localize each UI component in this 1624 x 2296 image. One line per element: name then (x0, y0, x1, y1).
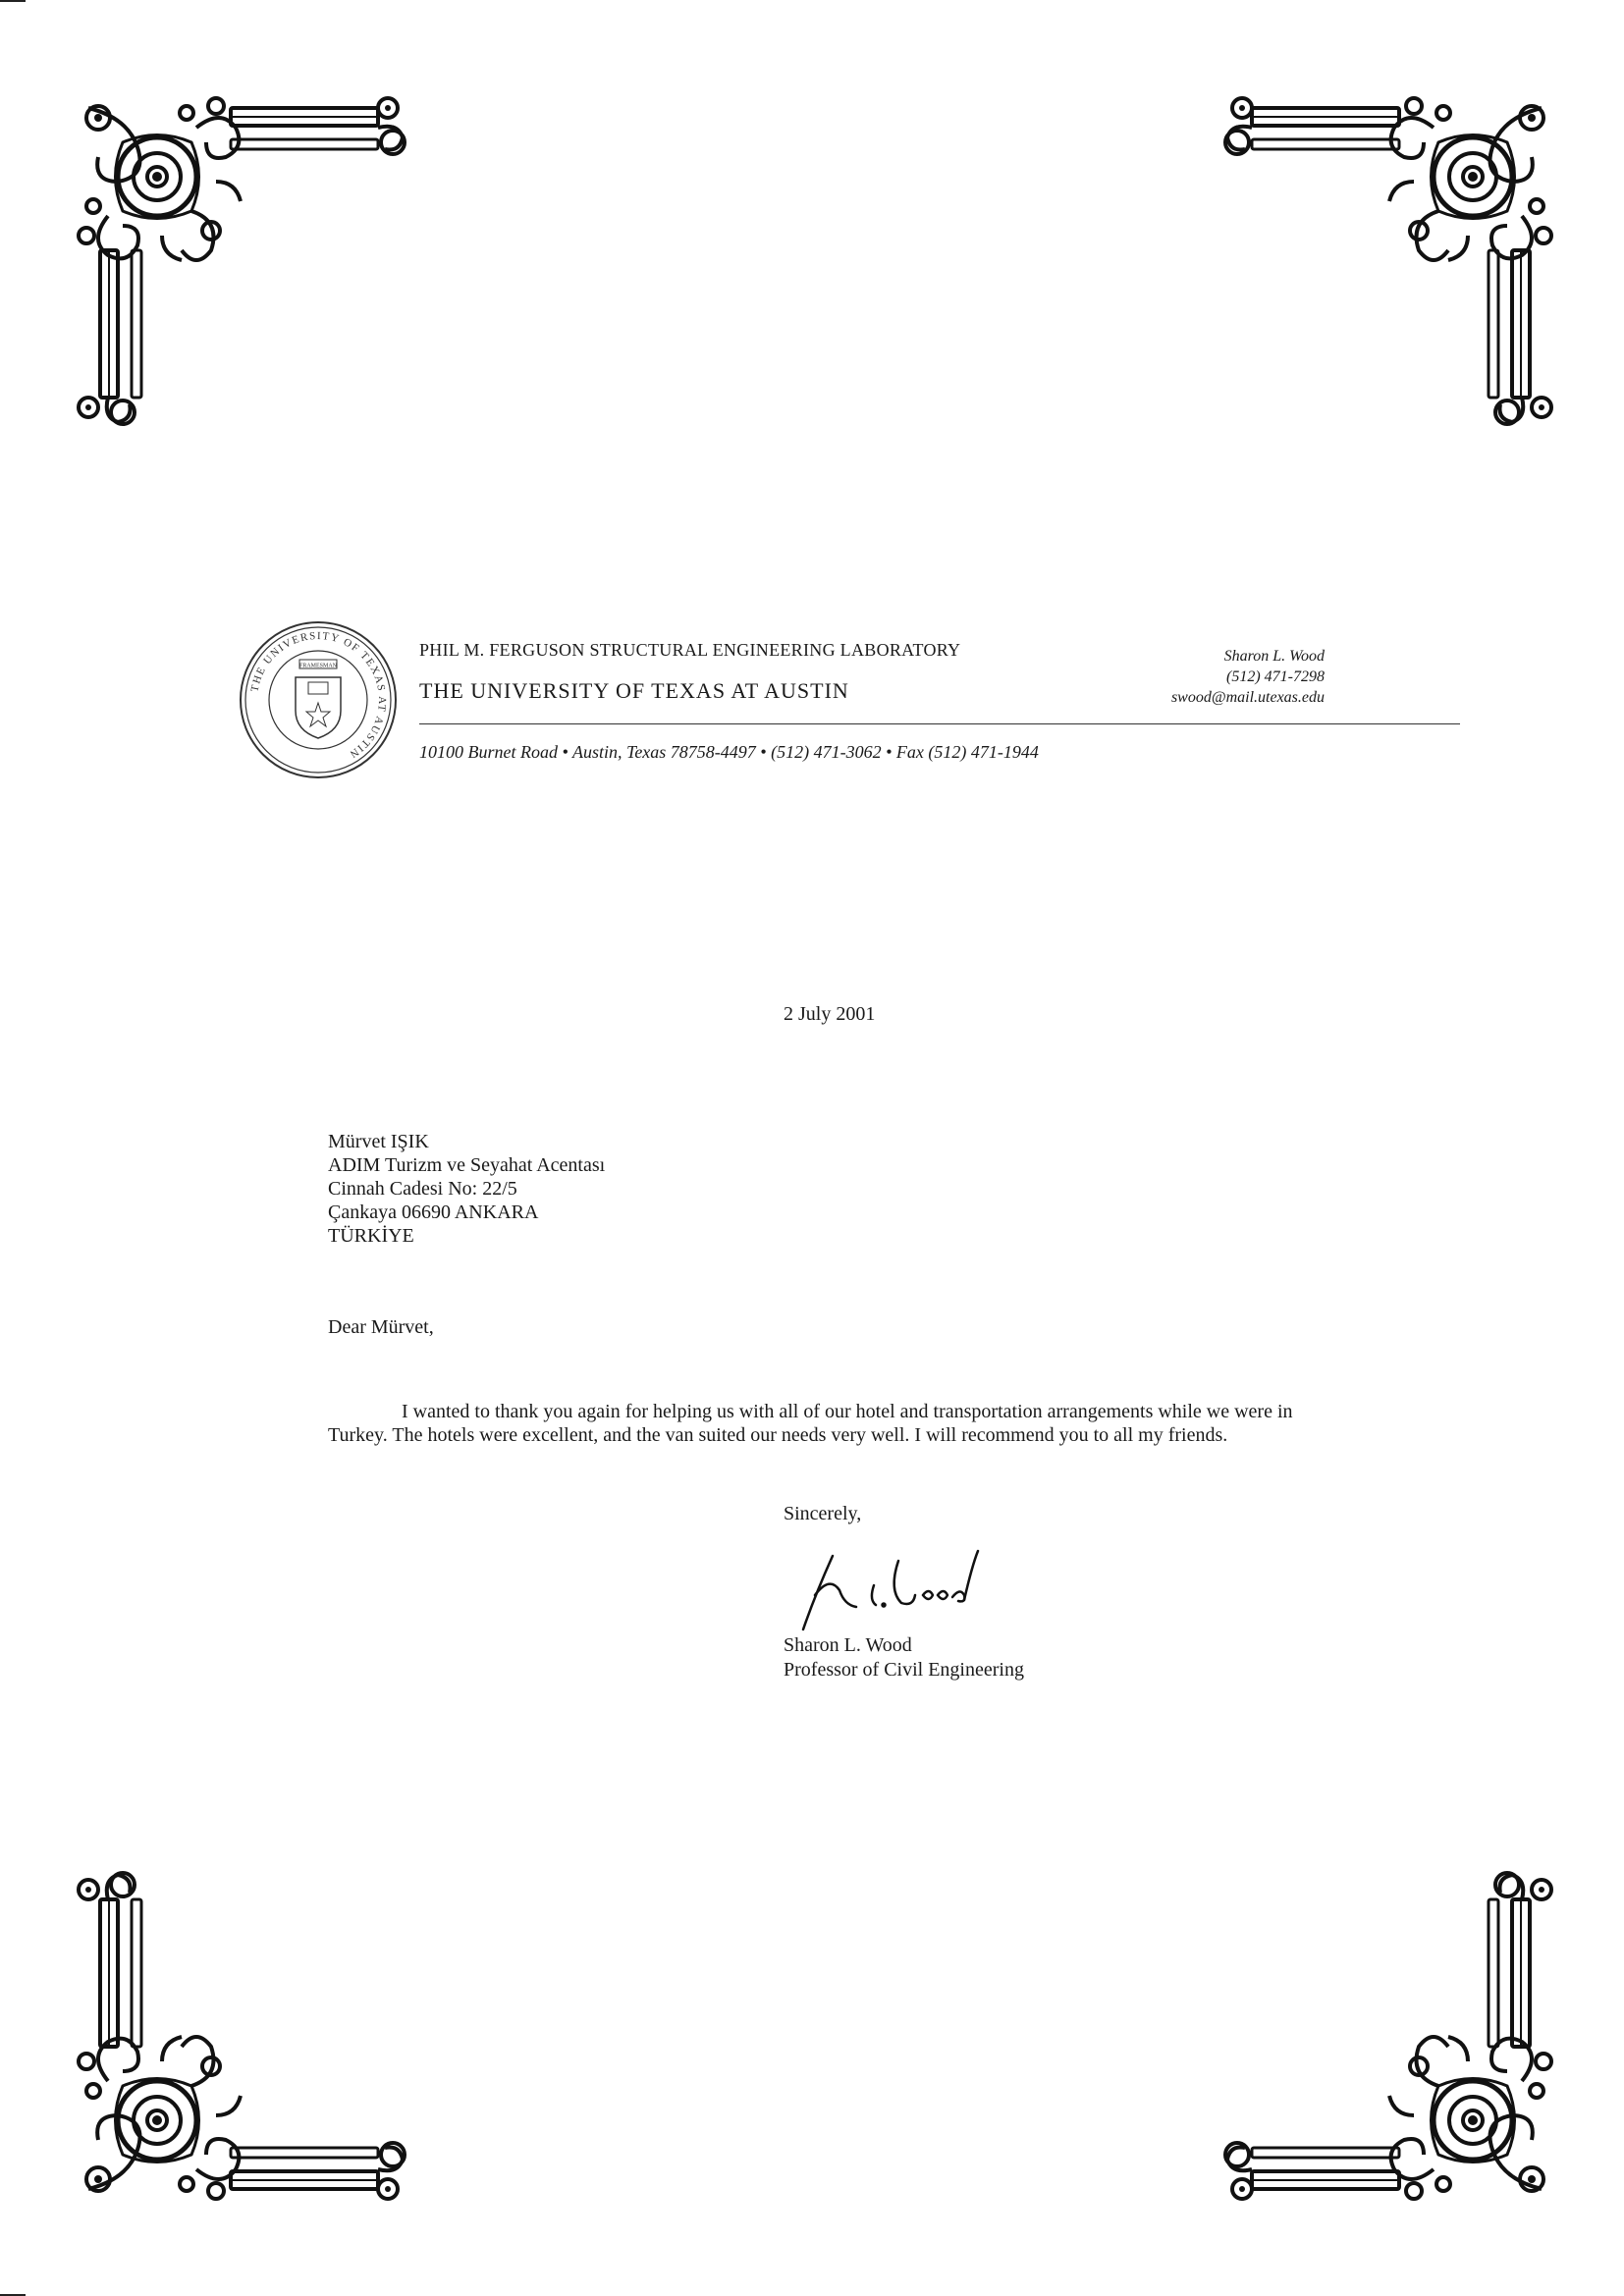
body-paragraph: I wanted to thank you again for helping us with all of our hotel and transportation arrangements while we were in Turkey. The hotels were excellent, and the van suited our needs very well. I will recommend you to all my friends. (328, 1401, 1293, 1446)
sender-title: Professor of Civil Engineering (784, 1659, 1024, 1681)
salutation: Dear Mürvet, (328, 1316, 434, 1338)
letter-date: 2 July 2001 (784, 1003, 876, 1025)
letterhead-divider (419, 723, 1460, 724)
letterhead-contact (1171, 646, 1325, 708)
recipient-city: Çankaya 06690 ANKARA (328, 1201, 539, 1223)
recipient-company: ADIM Turizm ve Seyahat Acentası (328, 1154, 606, 1176)
contact-email: swood@mail.utexas.edu (1170, 689, 1325, 706)
page-top-mark (0, 0, 26, 2)
corner-ornament-top-right (1188, 88, 1561, 442)
letterhead-address: 10100 Burnet Road • Austin, Texas 78758-4497 • (512) 471-3062 • Fax (512) 471-1944 (419, 742, 1039, 762)
sender-name: Sharon L. Wood (784, 1634, 912, 1656)
recipient-country: TÜRKİYE (328, 1225, 414, 1247)
recipient-address-block (328, 1130, 605, 1248)
recipient-name: Mürvet IŞIK (328, 1131, 429, 1152)
letter-body (328, 1400, 1300, 1447)
corner-ornament-bottom-left (69, 1855, 442, 2209)
recipient-street: Cinnah Cadesi No: 22/5 (328, 1178, 517, 1200)
university-name: THE UNIVERSITY OF TEXAS AT AUSTIN (419, 678, 849, 703)
university-seal (239, 620, 398, 779)
corner-ornament-bottom-right (1188, 1855, 1561, 2209)
svg-text:FRAMESMAN: FRAMESMAN (298, 663, 338, 669)
contact-name: Sharon L. Wood (1223, 648, 1325, 665)
contact-phone: (512) 471-7298 (1226, 668, 1325, 685)
corner-ornament-top-left (69, 88, 442, 442)
laboratory-name: PHIL M. FERGUSON STRUCTURAL ENGINEERING LABORATORY (419, 640, 961, 660)
svg-text:THE UNIVERSITY OF TEXAS AT AUS: THE UNIVERSITY OF TEXAS AT AUSTIN (248, 629, 389, 761)
closing: Sincerely, (784, 1503, 862, 1524)
sender-block (784, 1633, 1024, 1682)
handwritten-signature (785, 1536, 1021, 1634)
